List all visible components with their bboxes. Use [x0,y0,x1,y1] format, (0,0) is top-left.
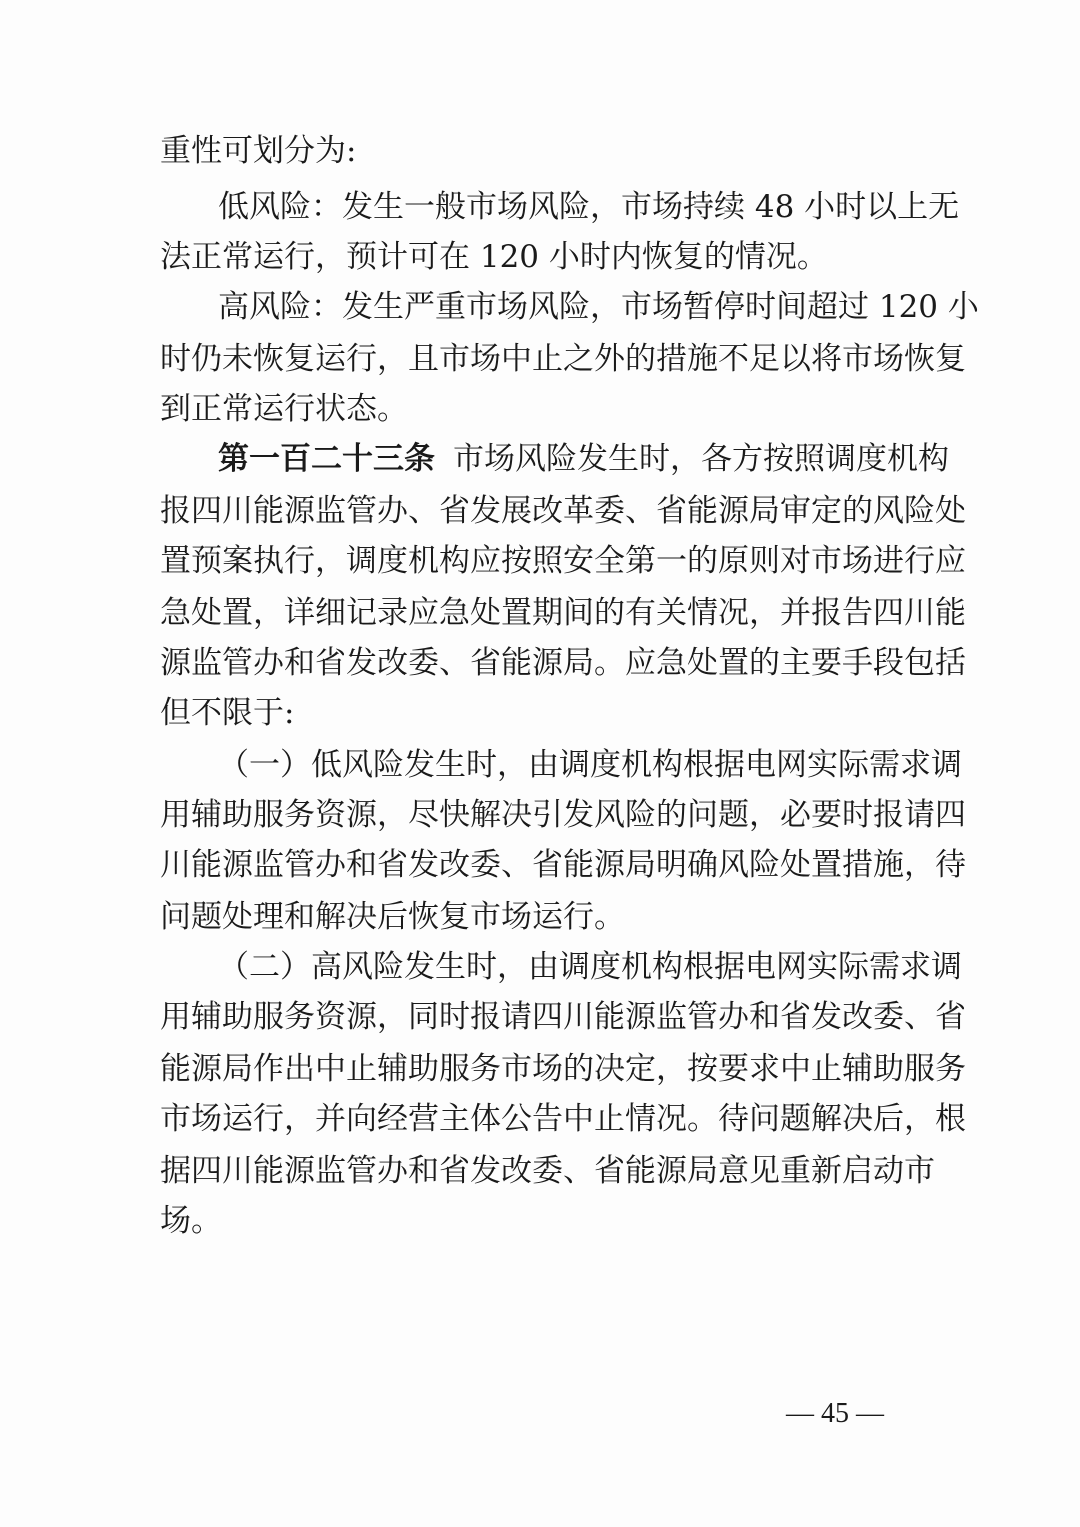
text-line: 到正常运行状态。 [160,391,408,427]
text-line: 市场运行，并向经营主体公告中止情况。待问题解决后，根 [160,1101,966,1137]
text-line: （二）高风险发生时，由调度机构根据电网实际需求调 [218,949,962,985]
text-line: 源监管办和省发改委、省能源局。应急处置的主要手段包括 [160,645,966,681]
text-line: 能源局作出中止辅助服务市场的决定，按要求中止辅助服务 [160,1051,966,1087]
text-line: 重性可划分为: [160,133,357,169]
text-line: 但不限于: [160,695,295,731]
text-line: 急处置，详细记录应急处置期间的有关情况，并报告四川能 [160,595,966,631]
text-line: 高风险：发生严重市场风险，市场暂停时间超过 120 小 [218,289,979,325]
article-first-line [218,439,949,479]
page-number: — 45 — [786,1398,884,1429]
text-line: 用辅助服务资源，尽快解决引发风险的问题，必要时报请四 [160,797,966,833]
text-line: 时仍未恢复运行，且市场中止之外的措施不足以将市场恢复 [160,341,966,377]
text-line: 川能源监管办和省发改委、省能源局明确风险处置措施，待 [160,847,966,883]
text-line: 报四川能源监管办、省发展改革委、省能源局审定的风险处 [160,493,966,529]
text-line: 置预案执行，调度机构应按照安全第一的原则对市场进行应 [160,543,966,579]
text-line: 用辅助服务资源，同时报请四川能源监管办和省发改委、省 [160,999,966,1035]
text-line: （一）低风险发生时，由调度机构根据电网实际需求调 [218,747,962,783]
article-heading: 第一百二十三条 [218,441,435,477]
text-line: 据四川能源监管办和省发改委、省能源局意见重新启动市 [160,1153,935,1189]
text-span: 市场风险发生时，各方按照调度机构 [453,441,949,477]
text-line: 场。 [160,1203,222,1239]
text-line: 法正常运行，预计可在 120 小时内恢复的情况。 [160,239,828,275]
text-line: 低风险：发生一般市场风险，市场持续 48 小时以上无 [218,189,960,225]
text-line: 问题处理和解决后恢复市场运行。 [160,899,625,935]
